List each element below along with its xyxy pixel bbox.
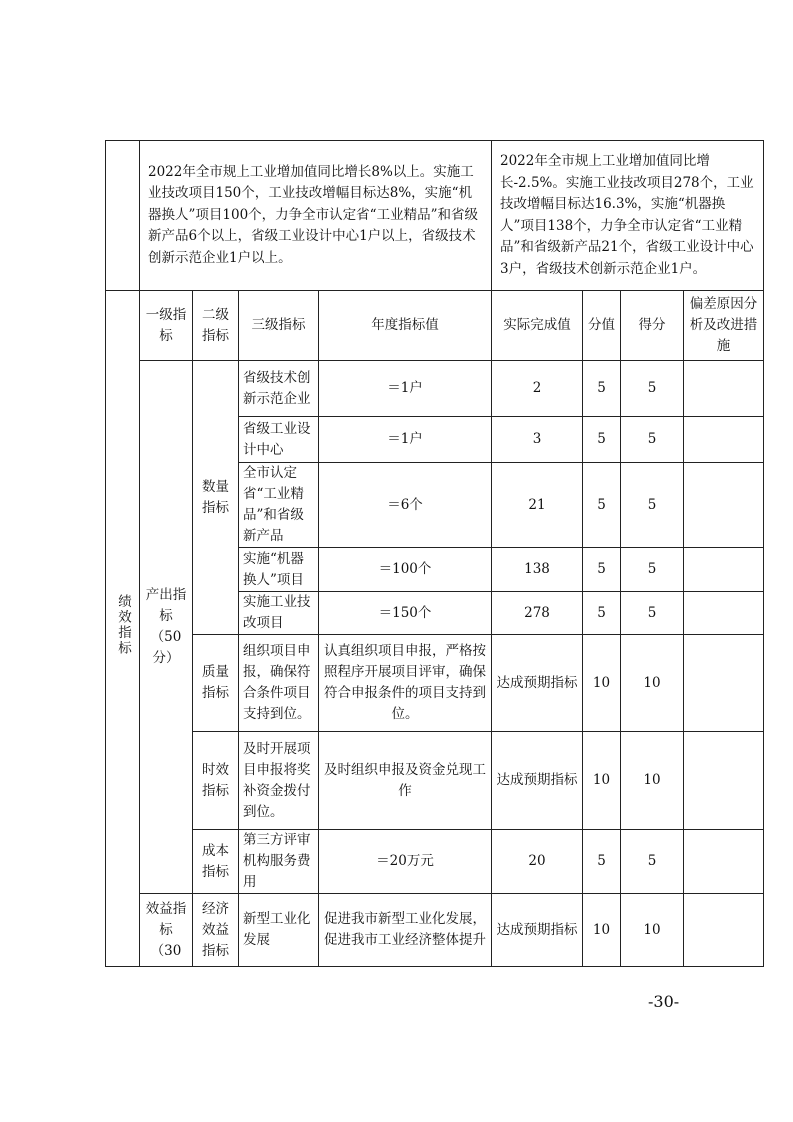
- table-row: [106, 830, 764, 894]
- group-quality: 质量指标: [193, 635, 239, 732]
- row-score: 10: [621, 894, 684, 967]
- row-target: 认真组织项目申报，严格按照程序开展项目评审，确保符合申报条件的项目支持到位。: [319, 635, 492, 732]
- group-benefit: 效益指标（30: [140, 894, 193, 967]
- header-analysis: 偏差原因分析及改进措施: [684, 291, 764, 361]
- row-indicator: 省级技术创新示范企业: [239, 361, 319, 417]
- group-quantity: 数量指标: [193, 361, 239, 635]
- row-actual: 278: [492, 592, 583, 635]
- row-indicator: 省级工业设计中心: [239, 417, 319, 463]
- row-indicator: 全市认定省“工业精品”和省级新产品: [239, 463, 319, 548]
- row-target: 及时组织申报及资金兑现工作: [319, 732, 492, 830]
- row-analysis: [684, 592, 764, 635]
- row-target: ＝1户: [319, 361, 492, 417]
- row-weight: 5: [583, 361, 621, 417]
- row-actual: 达成预期指标: [492, 635, 583, 732]
- group-timeliness: 时效指标: [193, 732, 239, 830]
- performance-table: [105, 140, 764, 967]
- row-analysis: [684, 635, 764, 732]
- row-analysis: [684, 361, 764, 417]
- row-actual: 达成预期指标: [492, 894, 583, 967]
- row-analysis: [684, 830, 764, 894]
- group-economic: 经济效益指标: [193, 894, 239, 967]
- row-weight: 10: [583, 894, 621, 967]
- row-analysis: [684, 732, 764, 830]
- row-target: 促进我市新型工业化发展，促进我市工业经济整体提升: [319, 894, 492, 967]
- row-target: ＝20万元: [319, 830, 492, 894]
- row-analysis: [684, 548, 764, 592]
- row-score: 5: [621, 463, 684, 548]
- table-row: [106, 732, 764, 830]
- header-row: [106, 291, 764, 361]
- row-score: 5: [621, 361, 684, 417]
- header-weight: 分值: [583, 291, 621, 361]
- side-label-cell: [106, 291, 140, 967]
- row-actual: 3: [492, 417, 583, 463]
- summary-target-cell: 2022年全市规上工业增加值同比增长8%以上。实施工业技改项目150个，工业技改增幅目标达8%，实施“机器换人”项目100个，力争全市认定省“工业精品”和省级新产品6个以上，省级工业设计中心1户以上，省级技术创新示范企业1户以上。: [140, 141, 492, 291]
- row-target: ＝6个: [319, 463, 492, 548]
- row-score: 5: [621, 830, 684, 894]
- row-weight: 10: [583, 635, 621, 732]
- row-score: 5: [621, 417, 684, 463]
- header-actual: 实际完成值: [492, 291, 583, 361]
- row-score: 5: [621, 548, 684, 592]
- row-analysis: [684, 463, 764, 548]
- row-weight: 10: [583, 732, 621, 830]
- summary-row: [106, 141, 764, 291]
- row-target: ＝100个: [319, 548, 492, 592]
- header-score: 得分: [621, 291, 684, 361]
- table-row: [106, 894, 764, 967]
- row-analysis: [684, 894, 764, 967]
- row-weight: 5: [583, 463, 621, 548]
- header-level2: 二级指标: [193, 291, 239, 361]
- row-indicator: 新型工业化发展: [239, 894, 319, 967]
- group-output: 产出指标（50分）: [140, 361, 193, 894]
- row-score: 10: [621, 635, 684, 732]
- row-indicator: 第三方评审机构服务费用: [239, 830, 319, 894]
- header-annual: 年度指标值: [319, 291, 492, 361]
- row-indicator: 实施工业技改项目: [239, 592, 319, 635]
- summary-blank-cell: [106, 141, 140, 291]
- row-score: 5: [621, 592, 684, 635]
- group-cost: 成本指标: [193, 830, 239, 894]
- row-weight: 5: [583, 548, 621, 592]
- table-row: [106, 361, 764, 417]
- row-weight: 5: [583, 417, 621, 463]
- header-level3: 三级指标: [239, 291, 319, 361]
- row-actual: 达成预期指标: [492, 732, 583, 830]
- header-level1: 一级指标: [140, 291, 193, 361]
- row-analysis: [684, 417, 764, 463]
- row-actual: 21: [492, 463, 583, 548]
- row-indicator: 及时开展项目申报将奖补资金拨付到位。: [239, 732, 319, 830]
- row-target: ＝150个: [319, 592, 492, 635]
- row-actual: 2: [492, 361, 583, 417]
- row-score: 10: [621, 732, 684, 830]
- row-actual: 20: [492, 830, 583, 894]
- row-indicator: 组织项目申报，确保符合条件项目支持到位。: [239, 635, 319, 732]
- row-weight: 5: [583, 830, 621, 894]
- table-row: [106, 635, 764, 732]
- row-target: ＝1户: [319, 417, 492, 463]
- page-number: -30-: [648, 992, 680, 1011]
- row-actual: 138: [492, 548, 583, 592]
- summary-actual-cell: 2022年全市规上工业增加值同比增长-2.5%。实施工业技改项目278个，工业技改增幅目标达16.3%，实施“机器换人”项目138个，力争全市认定省“工业精品”和省级新产品21个，省级工业设计中心3户，省级技术创新示范企业1户。: [492, 141, 764, 291]
- row-indicator: 实施“机器换人”项目: [239, 548, 319, 592]
- side-label: 绩效指标: [115, 594, 131, 656]
- row-weight: 5: [583, 592, 621, 635]
